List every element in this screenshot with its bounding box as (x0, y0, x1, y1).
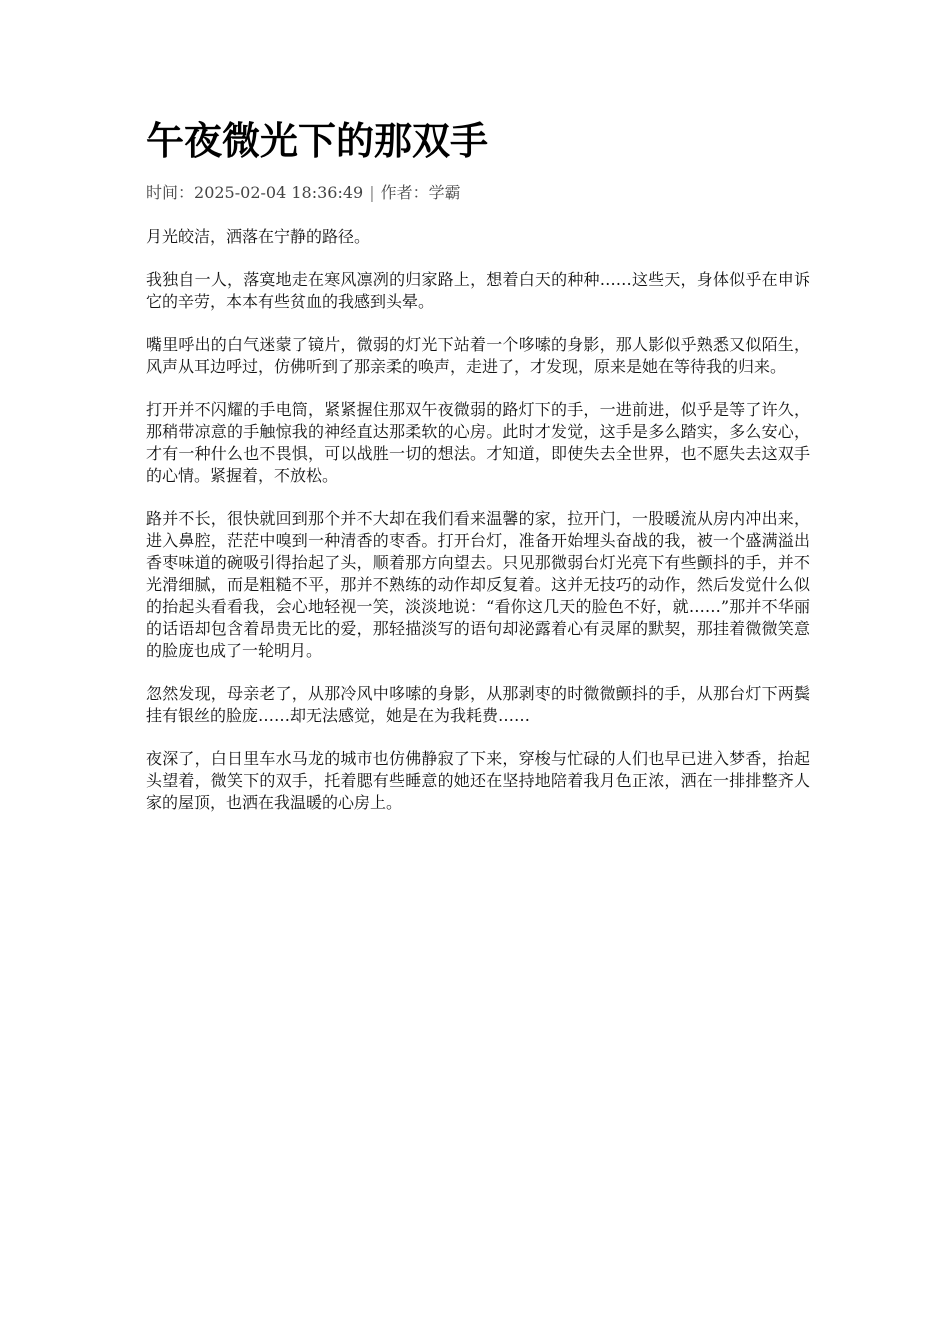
paragraph: 路并不长，很快就回到那个并不大却在我们看来温馨的家，拉开门，一股暖流从房内冲出来，进入鼻腔，茫茫中嗅到一种清香的枣香。打开台灯，准备开始埋头奋战的我，被一个盛满溢出香枣味道的碗吸引得抬起了头，顺着那方向望去。只见那微弱台灯光亮下有些颤抖的手，并不光滑细腻，而是粗糙不平，那并不熟练的动作却反复着。这并无技巧的动作，然后发觉什么似的抬起头看看我，会心地轻视一笑，淡淡地说：“看你这几天的脸色不好，就……”那并不华丽的话语却包含着昂贵无比的爱，那轻描淡写的语句却泌露着心有灵犀的默契，那挂着微微笑意的脸庞也成了一轮明月。 (146, 509, 810, 660)
article-title: 午夜微光下的那双手 (146, 119, 489, 163)
meta-separator: | (369, 183, 375, 202)
paragraph: 夜深了，白日里车水马龙的城市也仿佛静寂了下来，穿梭与忙碌的人们也早已进入梦香，抬起头望着，微笑下的双手，托着腮有些睡意的她还在坚持地陪着我月色正浓，洒在一排排整齐人家的屋顶，也洒在我温暖的心房上。 (146, 749, 810, 812)
paragraph: 忽然发现，母亲老了，从那冷风中哆嗦的身影，从那剥枣的时微微颤抖的手，从那台灯下两鬓挂有银丝的脸庞……却无法感觉，她是在为我耗费…… (146, 684, 810, 725)
paragraph: 月光皎洁，洒落在宁静的路径。 (146, 227, 371, 246)
article (146, 112, 810, 835)
paragraph: 嘴里呼出的白气迷蒙了镜片，微弱的灯光下站着一个哆嗦的身影，那人影似乎熟悉又似陌生，风声从耳边呼过，仿佛听到了那亲柔的唤声，走进了，才发现，原来是她在等待我的归来。 (146, 335, 810, 376)
article-body (146, 226, 810, 814)
publish-time: 2025-02-04 18:36:49 (194, 183, 364, 202)
time-label: 时间： (146, 183, 195, 202)
author-name: 学霸 (428, 183, 461, 202)
paragraph: 我独自一人，落寞地走在寒风凛冽的归家路上，想着白天的种种……这些天，身体似乎在申诉它的辛劳，本本有些贫血的我感到头晕。 (146, 270, 810, 311)
article-meta (146, 182, 810, 204)
author-label: 作者： (380, 183, 429, 202)
paragraph: 打开并不闪耀的手电筒，紧紧握住那双午夜微弱的路灯下的手，一进前进，似乎是等了许久，那稍带凉意的手触惊我的神经直达那柔软的心房。此时才发觉，这手是多么踏实，多么安心，才有一种什么也不畏惧，可以战胜一切的想法。才知道，即使失去全世界，也不愿失去这双手的心情。紧握着，不放松。 (146, 400, 810, 485)
